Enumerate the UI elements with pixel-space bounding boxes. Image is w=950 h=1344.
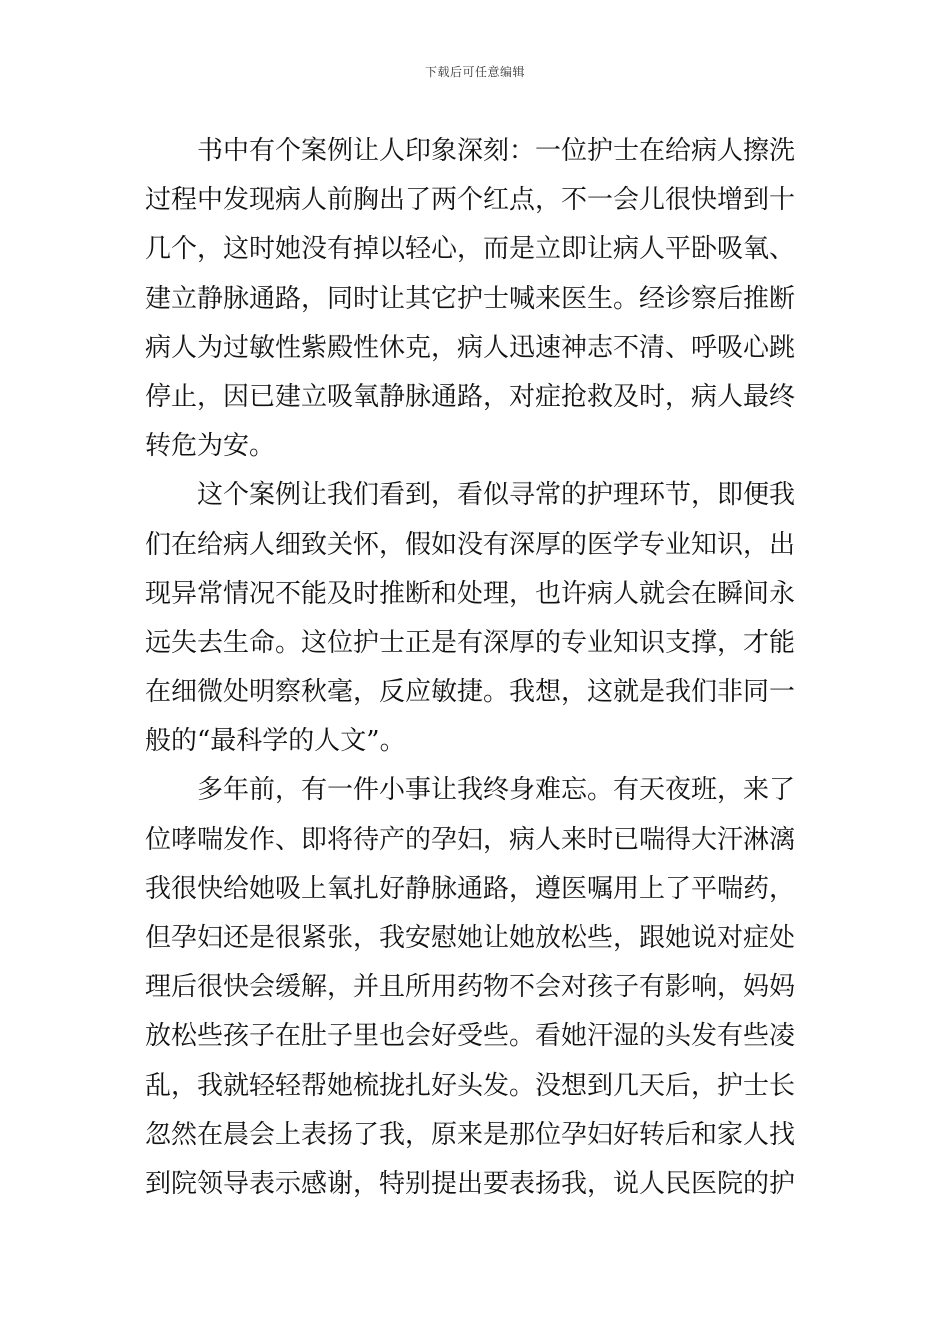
text-line: 现异常情况不能及时推断和处理，也许病人就会在瞬间永	[145, 578, 796, 609]
text-line: 多年前，有一件小事让我终身难忘。有天夜班，来了	[197, 775, 796, 806]
text-line: 书中有个案例让人印象深刻：一位护士在给病人擦洗	[197, 136, 796, 166]
text-line: 们在给病人细致关怀，假如没有深厚的医学专业知识，出	[145, 529, 796, 560]
text-line: 放松些孩子在肚子里也会好受些。看她汗湿的头发有些凌	[145, 1021, 796, 1052]
text-line: 但孕妇还是很紧张，我安慰她让她放松些，跟她说对症处	[145, 923, 796, 953]
text-line: 几个，这时她没有掉以轻心，而是立即让病人平卧吸氧、	[145, 234, 796, 265]
text-line: 建立静脉通路，同时让其它护士喊来医生。经诊察后推断	[145, 283, 796, 314]
paragraph	[145, 127, 807, 471]
text-line: 理后很快会缓解，并且所用药物不会对孩子有影响，妈妈	[145, 972, 796, 1003]
paragraph	[145, 471, 807, 766]
text-line: 过程中发现病人前胸出了两个红点，不一会儿很快增到十	[145, 185, 796, 216]
text-line: 在细微处明察秋毫，反应敏捷。我想，这就是我们非同一	[145, 677, 796, 708]
paragraph	[145, 766, 807, 1209]
text-line: 我很快给她吸上氧扎好静脉通路，遵医嘱用上了平喘药，	[145, 873, 796, 904]
text-line: 停止，因已建立吸氧静脉通路，对症抢救及时，病人最终	[145, 381, 796, 412]
text-line: 这个案例让我们看到，看似寻常的护理环节，即便我	[197, 480, 796, 511]
text-line: 位哮喘发作、即将待产的孕妇，病人来时已喘得大汗淋漓	[145, 824, 796, 855]
text-line: 到院领导表示感谢，特别提出要表扬我，说人民医院的护	[145, 1168, 796, 1199]
text-line: 忽然在晨会上表扬了我，原来是那位孕妇好转后和家人找	[145, 1119, 796, 1150]
text-line: 远失去生命。这位护士正是有深厚的专业知识支撑，才能	[145, 627, 796, 658]
text-line: 般的“最科学的人文”。	[145, 726, 406, 757]
document-body	[145, 127, 807, 1209]
page-header: 下载后可任意编辑	[424, 65, 525, 79]
text-line: 转危为安。	[145, 431, 276, 462]
text-line: 病人为过敏性紫殿性休克，病人迅速神志不清、呼吸心跳	[145, 332, 796, 363]
text-line: 乱，我就轻轻帮她梳拢扎好头发。没想到几天后，护士长	[145, 1070, 796, 1101]
